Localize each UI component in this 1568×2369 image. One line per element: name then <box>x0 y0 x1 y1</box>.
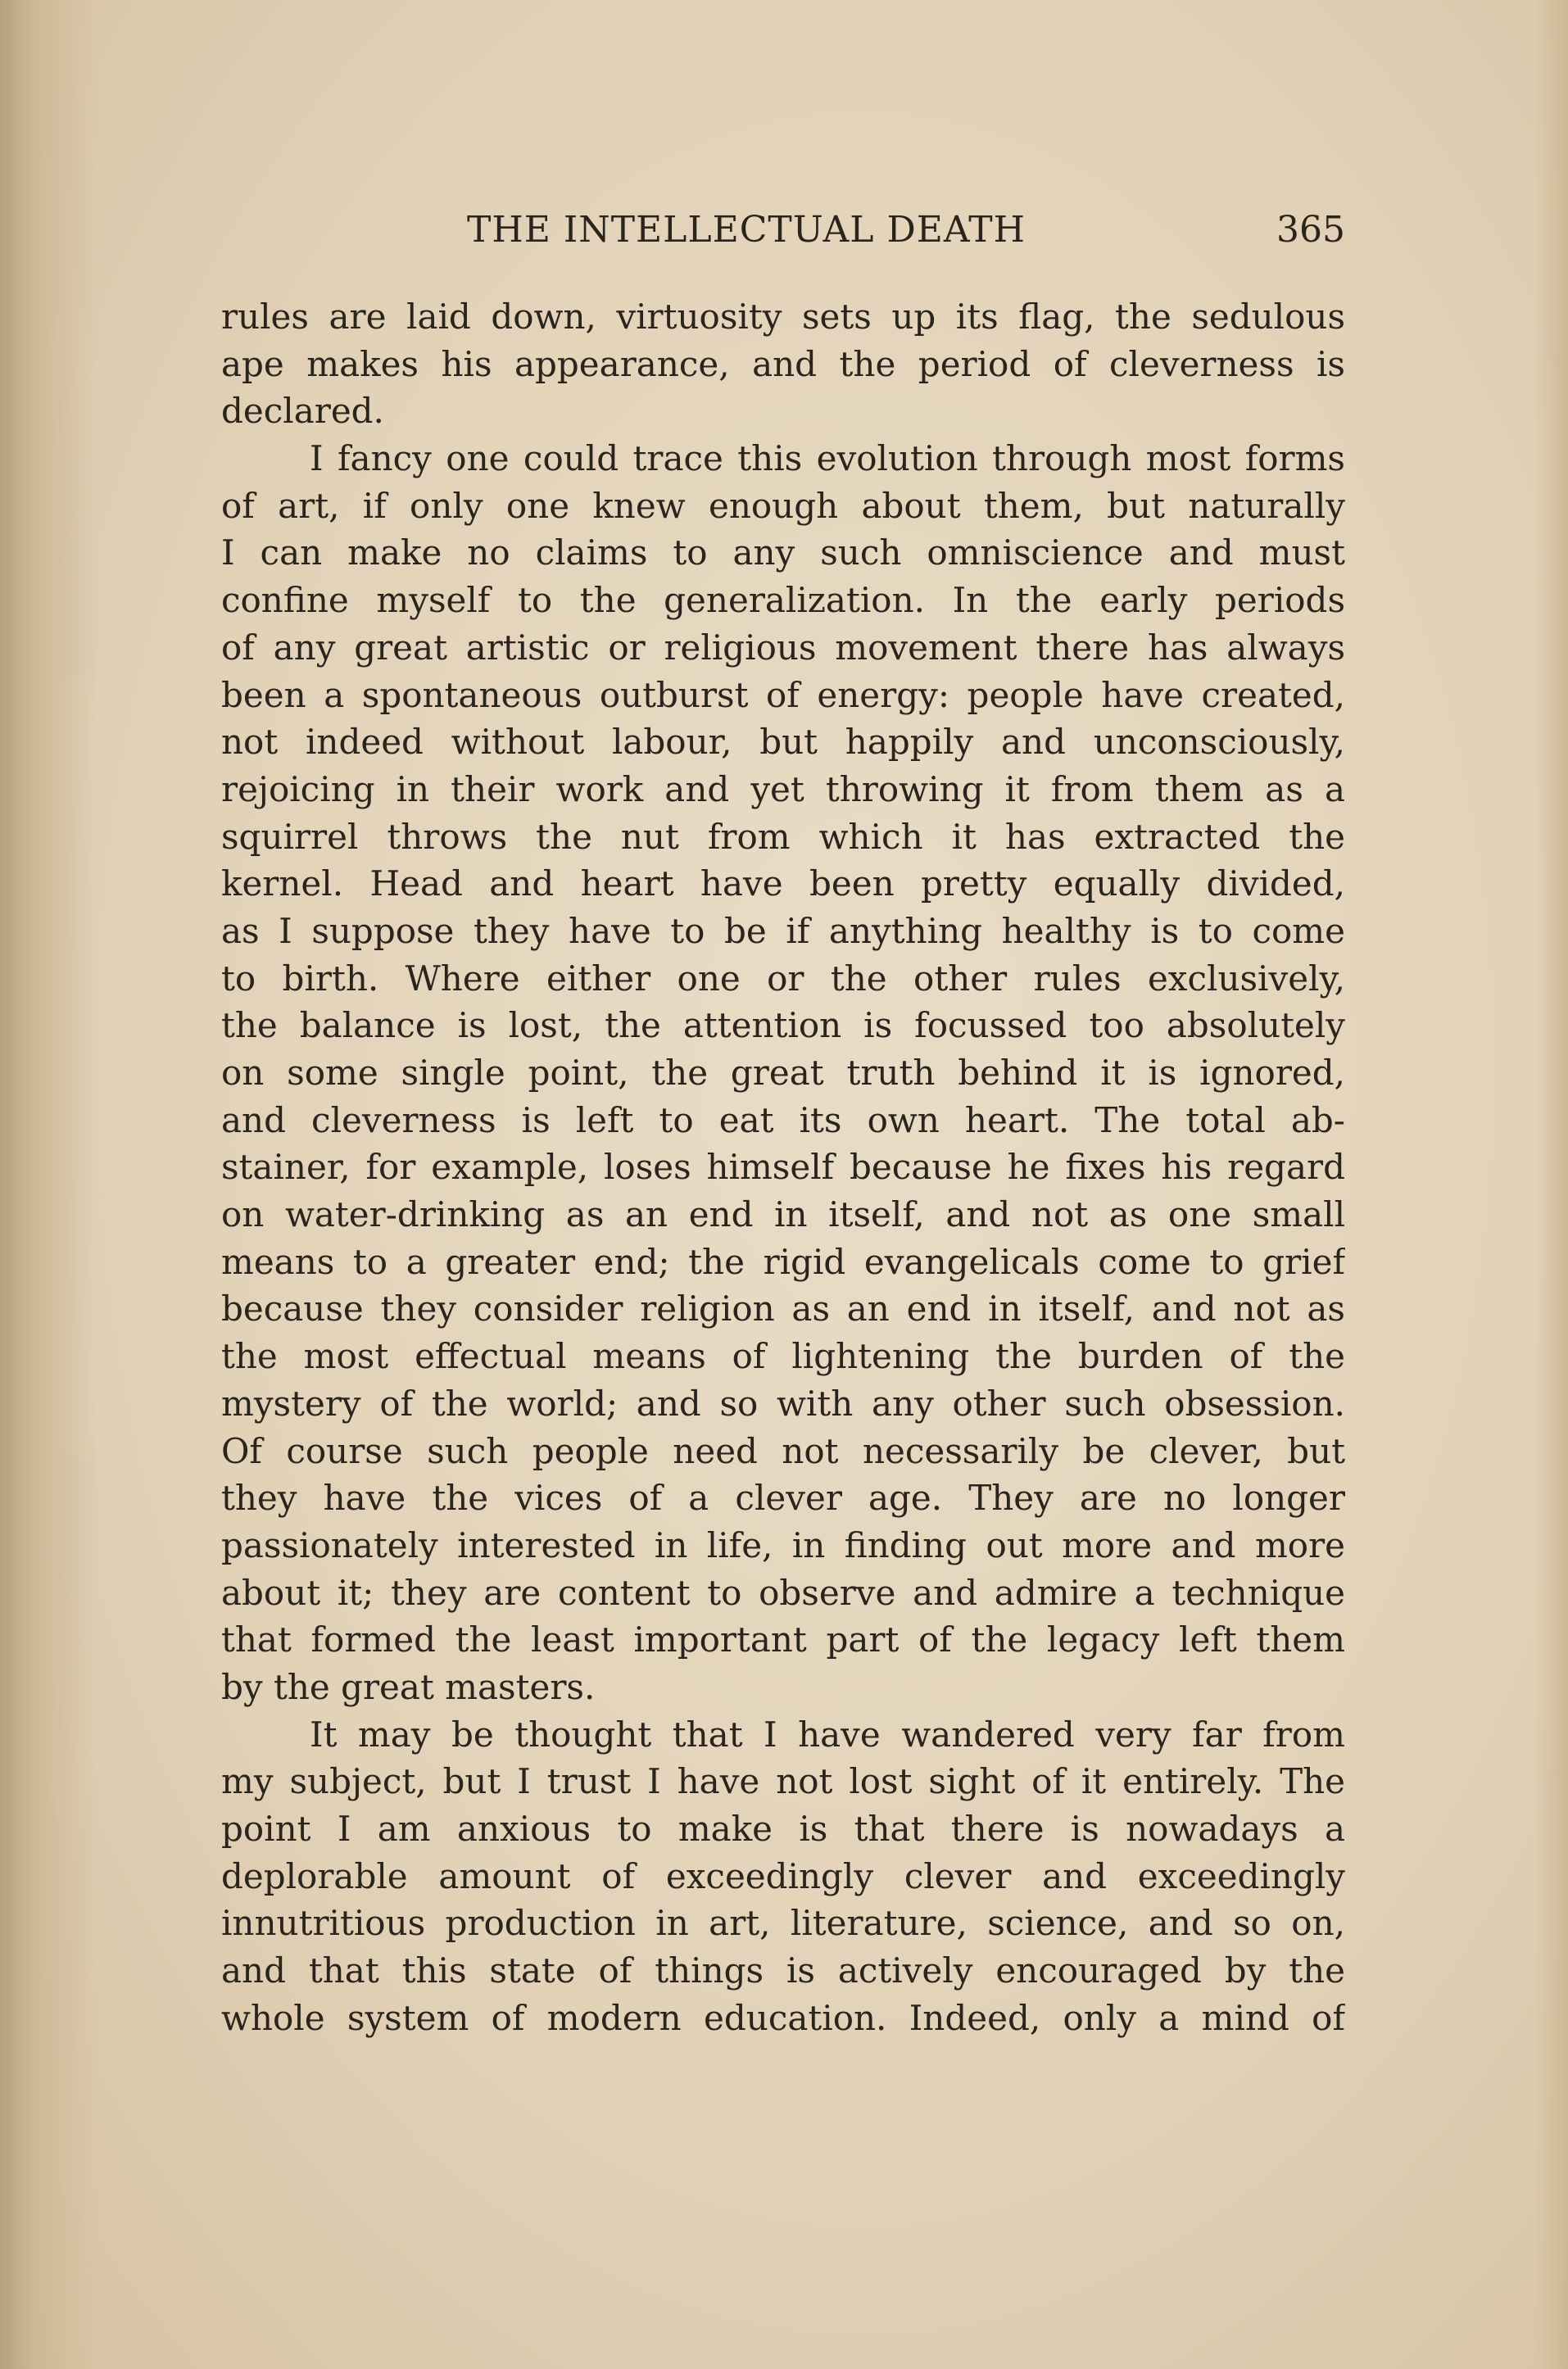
text-line: stainer, for example, loses himself because he fixes his regard <box>221 1147 1345 1188</box>
text-line: It may be thought that I have wandered very far from <box>310 1714 1345 1755</box>
text-line: not indeed without labour, but happily and unconsciously, <box>221 722 1345 763</box>
text-line: rejoicing in their work and yet throwing it from them as a <box>221 768 1345 809</box>
page-number: 365 <box>1276 209 1345 251</box>
text-line: point I am anxious to make is that there is nowadays a <box>221 1809 1345 1849</box>
gutter-shadow <box>0 0 98 2369</box>
text-line: innutritious production in art, literature, science, and so on, <box>221 1903 1345 1944</box>
text-line: rules are laid down, virtuosity sets up its flag, the sedulous <box>221 297 1345 337</box>
text-line: the balance is lost, the attention is focussed too absolutely <box>221 1005 1345 1046</box>
text-line: been a spontaneous outburst of energy: people have created, <box>221 674 1345 715</box>
text-line: to birth. Where either one or the other rules exclusively, <box>221 958 1345 999</box>
text-line: and that this state of things is actively encouraged by the <box>221 1950 1345 1991</box>
text-line: means to a greater end; the rigid evangelicals come to grief <box>221 1241 1345 1282</box>
text-line: kernel. Head and heart have been pretty equally divided, <box>221 863 1345 904</box>
text-line: declared. <box>221 391 384 432</box>
text-line: because they consider religion as an end in itself, and not as <box>221 1289 1345 1329</box>
text-line: on water-drinking as an end in itself, and not as one small <box>221 1194 1345 1235</box>
text-line: of any great artistic or religious movement there has always <box>221 627 1345 668</box>
text-line: squirrel throws the nut from which it has extracted the <box>221 816 1345 857</box>
text-line: mystery of the world; and so with any other such obsession. <box>221 1383 1345 1424</box>
text-line: confine myself to the generalization. In the early periods <box>221 580 1345 621</box>
text-line: ape makes his appearance, and the period of cleverness is <box>221 343 1345 384</box>
right-edge-shading <box>1535 0 1568 2369</box>
body-text <box>221 293 1345 2041</box>
text-line: about it; they are content to observe and admire a technique <box>221 1572 1345 1613</box>
page-header <box>221 209 1345 258</box>
text-line: the most effectual means of lightening the burden of the <box>221 1336 1345 1377</box>
text-line: I can make no claims to any such omniscience and must <box>221 532 1345 573</box>
text-line: I fancy one could trace this evolution through most forms <box>310 438 1345 479</box>
text-line: on some single point, the great truth behind it is ignored, <box>221 1053 1345 1093</box>
text-line: whole system of modern education. Indeed, only a mind of <box>221 1997 1345 2038</box>
text-line: and cleverness is left to eat its own heart. The total ab- <box>221 1099 1345 1140</box>
text-line: my subject, but I trust I have not lost sight of it entirely. The <box>221 1761 1345 1802</box>
text-line: they have the vices of a clever age. They are no longer <box>221 1478 1345 1519</box>
text-line: Of course such people need not necessarily be clever, but <box>221 1430 1345 1471</box>
text-line: that formed the least important part of the legacy left them <box>221 1619 1345 1660</box>
running-head: THE INTELLECTUAL DEATH <box>467 209 1026 251</box>
text-line: of art, if only one knew enough about them, but naturally <box>221 485 1345 526</box>
text-line: passionately interested in life, in finding out more and more <box>221 1524 1345 1565</box>
text-line: as I suppose they have to be if anything healthy is to come <box>221 910 1345 951</box>
text-line: deplorable amount of exceedingly clever and exceedingly <box>221 1855 1345 1896</box>
text-line: by the great masters. <box>221 1666 596 1707</box>
